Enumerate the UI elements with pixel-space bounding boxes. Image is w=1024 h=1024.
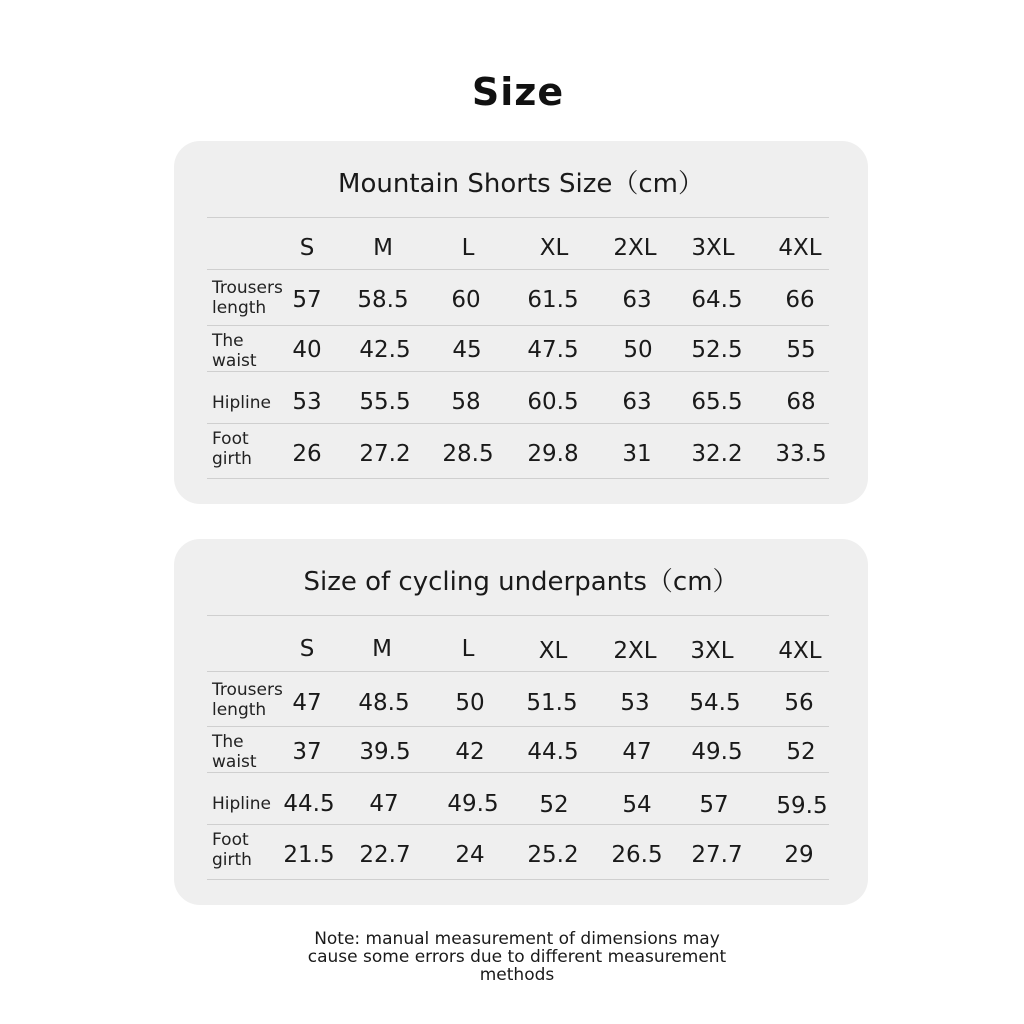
mountain-shorts-size-card [174,141,868,504]
cycling-underpants-size-card [174,539,868,905]
table-cell: 52 [786,739,816,765]
table-cell: 31 [622,441,652,467]
table-cell: 27.2 [359,441,411,467]
table-cell: 28.5 [442,441,494,467]
divider [207,269,829,270]
header-cell: 3XL [690,638,734,664]
table-cell: 56 [784,690,814,716]
row-label: Foot girth [212,830,252,870]
divider [207,772,829,773]
table-cell: 22.7 [359,842,411,868]
page-title: Size [471,70,565,114]
table-cell: 44.5 [283,791,335,817]
table-cell: 40 [292,337,322,363]
table-cell: 63 [622,287,652,313]
row-label: The waist [212,732,257,772]
divider [207,824,829,825]
table-cell: 29 [784,842,814,868]
table-title: Mountain Shorts Size（cm） [338,169,704,199]
table-cell: 51.5 [526,690,578,716]
table-title: Size of cycling underpants（cm） [303,567,739,597]
table-cell: 54.5 [689,690,741,716]
table-cell: 25.2 [527,842,579,868]
table-cell: 59.5 [776,793,828,819]
header-cell: M [372,636,392,662]
table-cell: 29.8 [527,441,579,467]
header-cell: M [373,235,393,261]
row-label: Hipline [212,794,271,814]
table-cell: 64.5 [691,287,743,313]
table-cell: 58.5 [357,287,409,313]
table-cell: 39.5 [359,739,411,765]
table-cell: 66 [785,287,815,313]
table-cell: 42 [455,739,485,765]
divider [207,726,829,727]
table-cell: 45 [452,337,482,363]
table-cell: 57 [292,287,322,313]
table-cell: 58 [451,389,481,415]
table-cell: 61.5 [527,287,579,313]
table-cell: 55.5 [359,389,411,415]
row-label: Hipline [212,393,271,413]
header-cell: S [299,235,315,261]
table-cell: 65.5 [691,389,743,415]
table-cell: 47 [292,690,322,716]
header-cell: 2XL [613,638,657,664]
measurement-note: Note: manual measurement of dimensions may cause some errors due to different measurement methods [307,929,727,985]
table-cell: 53 [620,690,650,716]
table-cell: 63 [622,389,652,415]
header-cell: 4XL [778,638,822,664]
table-cell: 50 [623,337,653,363]
table-cell: 26 [292,441,322,467]
table-cell: 68 [786,389,816,415]
table-cell: 55 [786,337,816,363]
header-cell: XL [539,235,569,261]
divider [207,423,829,424]
table-cell: 24 [455,842,485,868]
table-cell: 47 [622,739,652,765]
row-label: Trousers length [212,680,283,720]
table-cell: 49.5 [447,791,499,817]
divider [207,615,829,616]
table-cell: 48.5 [358,690,410,716]
table-cell: 54 [622,792,652,818]
table-cell: 42.5 [359,337,411,363]
header-cell: 3XL [691,235,735,261]
divider [207,879,829,880]
table-cell: 52 [539,792,569,818]
table-cell: 26.5 [611,842,663,868]
table-cell: 57 [699,792,729,818]
row-label: Trousers length [212,278,283,318]
row-label: Foot girth [212,429,252,469]
table-cell: 47.5 [527,337,579,363]
header-cell: L [461,235,475,261]
table-cell: 44.5 [527,739,579,765]
table-cell: 52.5 [691,337,743,363]
divider [207,217,829,218]
table-cell: 47 [369,791,399,817]
table-cell: 27.7 [691,842,743,868]
table-cell: 21.5 [283,842,335,868]
table-cell: 60 [451,287,481,313]
table-cell: 37 [292,739,322,765]
table-cell: 50 [455,690,485,716]
divider [207,325,829,326]
header-cell: 4XL [778,235,822,261]
table-cell: 60.5 [527,389,579,415]
divider [207,371,829,372]
row-label: The waist [212,331,257,371]
header-cell: XL [538,638,568,664]
table-cell: 49.5 [691,739,743,765]
divider [207,478,829,479]
table-cell: 53 [292,389,322,415]
header-cell: S [299,636,315,662]
table-cell: 33.5 [775,441,827,467]
divider [207,671,829,672]
table-cell: 32.2 [691,441,743,467]
header-cell: L [461,636,475,662]
header-cell: 2XL [613,235,657,261]
